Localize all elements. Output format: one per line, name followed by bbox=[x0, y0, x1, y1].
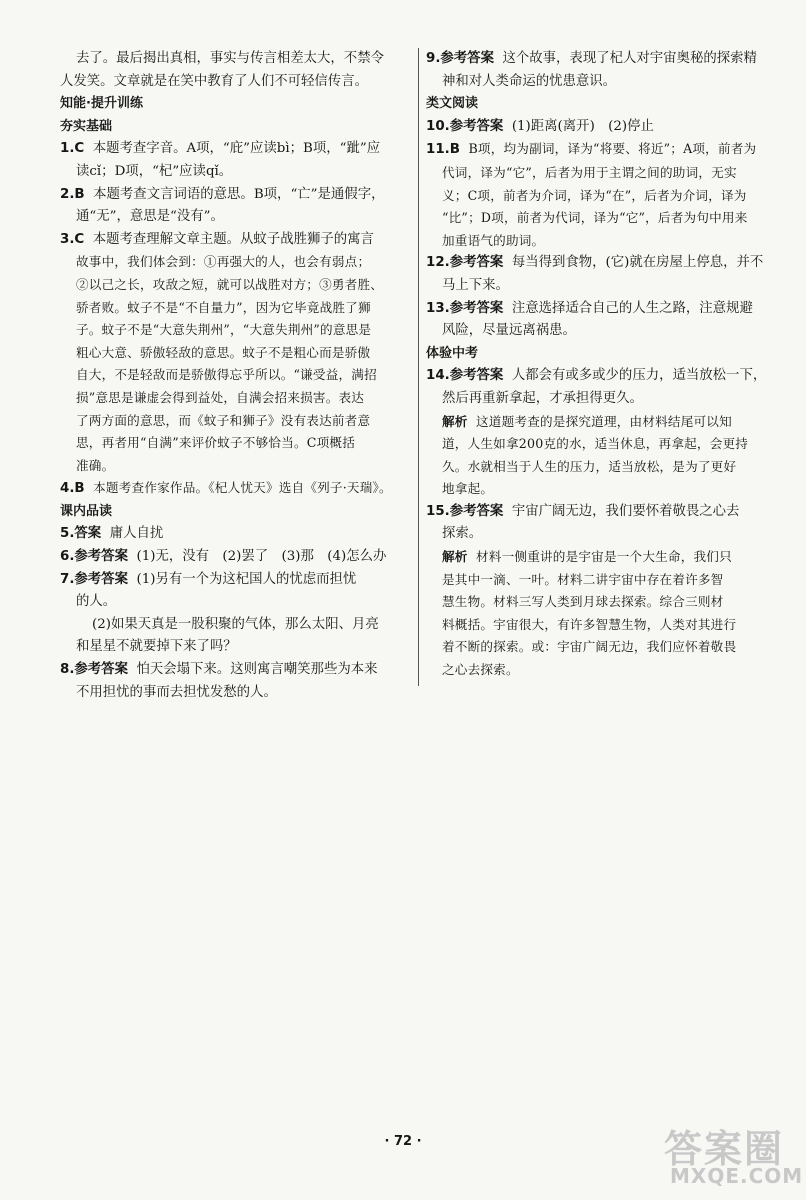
text-line: 是其中一滴、一叶。材料二讲宇宙中存在着许多智 bbox=[442, 571, 724, 587]
question-14: 14.参考答案 人都会有或多或少的压力，适当放松一下， bbox=[426, 368, 767, 384]
question-3: 3.C 本题考查理解文章主题。从蚊子战胜狮子的寓言 bbox=[60, 231, 374, 247]
text-line: 粗心大意、骄傲轻敌的意思。蚊子不是粗心而是骄傲 bbox=[76, 344, 371, 360]
analysis-line: 解析 材料一侧重讲的是宇宙是一个大生命，我们只 bbox=[442, 549, 732, 565]
question-7: 7.参考答案 (1)另有一个为这杞国人的忧虑而担忧 bbox=[60, 571, 357, 587]
column-divider bbox=[418, 48, 419, 686]
question-15: 15.参考答案 宇宙广阔无边，我们要怀着敬畏之心去 bbox=[426, 503, 740, 519]
watermark-text: 答案圈 bbox=[664, 1127, 785, 1171]
text-line: “比”；D项，前者为代词，译为“它”，后者为句中用来 bbox=[442, 210, 748, 226]
text-line: ②以己之长，攻敌之短，就可以战胜对方；③勇者胜、 bbox=[76, 276, 384, 292]
section-heading: 知能·提升训练 bbox=[60, 96, 143, 112]
text-line: 久。水就相当于人生的压力，适当放松，是为了更好 bbox=[442, 458, 737, 474]
text-line: 不用担忧的事而去担忧发愁的人。 bbox=[76, 684, 277, 700]
text-line: 自大，不是轻敌而是骄傲得忘乎所以。“谦受益，满招 bbox=[76, 367, 377, 383]
text-line: 慧生物。材料三写人类到月球去探索。综合三则材 bbox=[442, 594, 724, 610]
question-1: 1.C 本题考查字音。A项，“庇”应读bì；B项，“跐”应 bbox=[60, 141, 381, 157]
question-8: 8.参考答案 怕天会塌下来。这则寓言嘲笑那些为本来 bbox=[60, 662, 378, 678]
page-number: · 72 · bbox=[384, 1134, 422, 1149]
text-line: 道，人生如拿200克的水，适当休息，再拿起，会更持 bbox=[442, 436, 749, 452]
subsection-heading: 课内品读 bbox=[60, 503, 113, 519]
question-10: 10.参考答案 (1)距离(离开) (2)停止 bbox=[426, 118, 654, 134]
text-line: (2)如果天真是一股积聚的气体，那么太阳、月亮 bbox=[92, 616, 379, 632]
text-line: 地拿起。 bbox=[442, 481, 494, 497]
text-line: 料概括。宇宙很大，有许多智慧生物，人类对其进行 bbox=[442, 616, 737, 632]
text-line: 损”意思是谦虚会得到益处，自满会招来损害。表达 bbox=[76, 389, 365, 405]
text-line: 代词，译为“它”，后者为用于主谓之间的助词，无实 bbox=[442, 164, 737, 180]
text-line: 马上下来。 bbox=[442, 277, 509, 293]
watermark-logo bbox=[664, 1118, 804, 1194]
question-5: 5.答案 庸人自扰 bbox=[60, 526, 164, 542]
text-line: 准确。 bbox=[76, 457, 115, 473]
text-line: 之心去探索。 bbox=[442, 662, 519, 678]
text-line: 义；C项，前者为介词，译为“在”，后者为介词，译为 bbox=[442, 187, 747, 203]
text-line: 故事中，我们体会到：①再强大的人，也会有弱点； bbox=[76, 254, 371, 270]
question-12: 12.参考答案 每当得到食物，(它)就在房屋上停息，并不 bbox=[426, 255, 764, 271]
text-line: 着不断的探索。或：宇宙广阔无边，我们应怀着敬畏 bbox=[442, 639, 737, 655]
text-line: 人发笑。文章就是在笑中教育了人们不可轻信传言。 bbox=[60, 73, 368, 89]
text-line: 了两方面的意思，而《蚊子和狮子》没有表达前者意 bbox=[76, 412, 371, 428]
question-11: 11.B B项，均为副词，译为“将要、将近”；A项，前者为 bbox=[426, 141, 757, 158]
text-line: 神和对人类命运的忧患意识。 bbox=[442, 73, 617, 89]
text-line: 思，再者用“自满”来评价蚊子不够恰当。C项概括 bbox=[76, 435, 355, 451]
right-column bbox=[426, 48, 778, 682]
text-line: 然后再重新拿起，才承担得更久。 bbox=[442, 390, 643, 406]
text-line: 探索。 bbox=[442, 526, 483, 542]
question-13: 13.参考答案 注意选择适合自己的人生之路，注意规避 bbox=[426, 300, 753, 316]
question-2: 2.B 本题考查文言词语的意思。B项，“亡”是通假字， bbox=[60, 186, 385, 202]
text-line: 和星星不就要掉下来了吗？ bbox=[76, 639, 237, 655]
text-line: 骄者败。蚊子不是“不自量力”，因为它毕竟战胜了狮 bbox=[76, 299, 371, 315]
analysis-line: 解析 这道题考查的是探究道理，由材料结尾可以知 bbox=[442, 413, 732, 429]
text-line: 去了。最后揭出真相，事实与传言相差太大，不禁令 bbox=[76, 51, 384, 66]
text-line: 加重语气的助词。 bbox=[442, 232, 545, 248]
left-column bbox=[60, 48, 414, 704]
text-line: 读cǐ；D项，“杞”应读qǐ。 bbox=[76, 163, 233, 179]
text-line: 子。蚊子不是“大意失荆州”，“大意失荆州”的意思是 bbox=[76, 322, 372, 338]
subsection-heading: 类文阅读 bbox=[426, 96, 479, 112]
text-line: 通“无”，意思是“没有”。 bbox=[76, 209, 224, 225]
question-6: 6.参考答案 (1)无，没有 (2)罢了 (3)那 (4)怎么办 bbox=[60, 549, 387, 565]
text-line: 的人。 bbox=[76, 594, 117, 610]
text-line: 风险，尽量远离祸患。 bbox=[442, 323, 576, 339]
watermark-url: MXQE.COM bbox=[670, 1164, 804, 1188]
question-9: 9.参考答案 这个故事，表现了杞人对宇宙奥秘的探索精 bbox=[426, 51, 757, 66]
subsection-heading: 夯实基础 bbox=[60, 118, 113, 134]
question-4: 4.B 本题考查作家作品。《杞人忧天》选自《列子·天瑞》。 bbox=[60, 480, 392, 497]
subsection-heading: 体验中考 bbox=[426, 345, 479, 361]
